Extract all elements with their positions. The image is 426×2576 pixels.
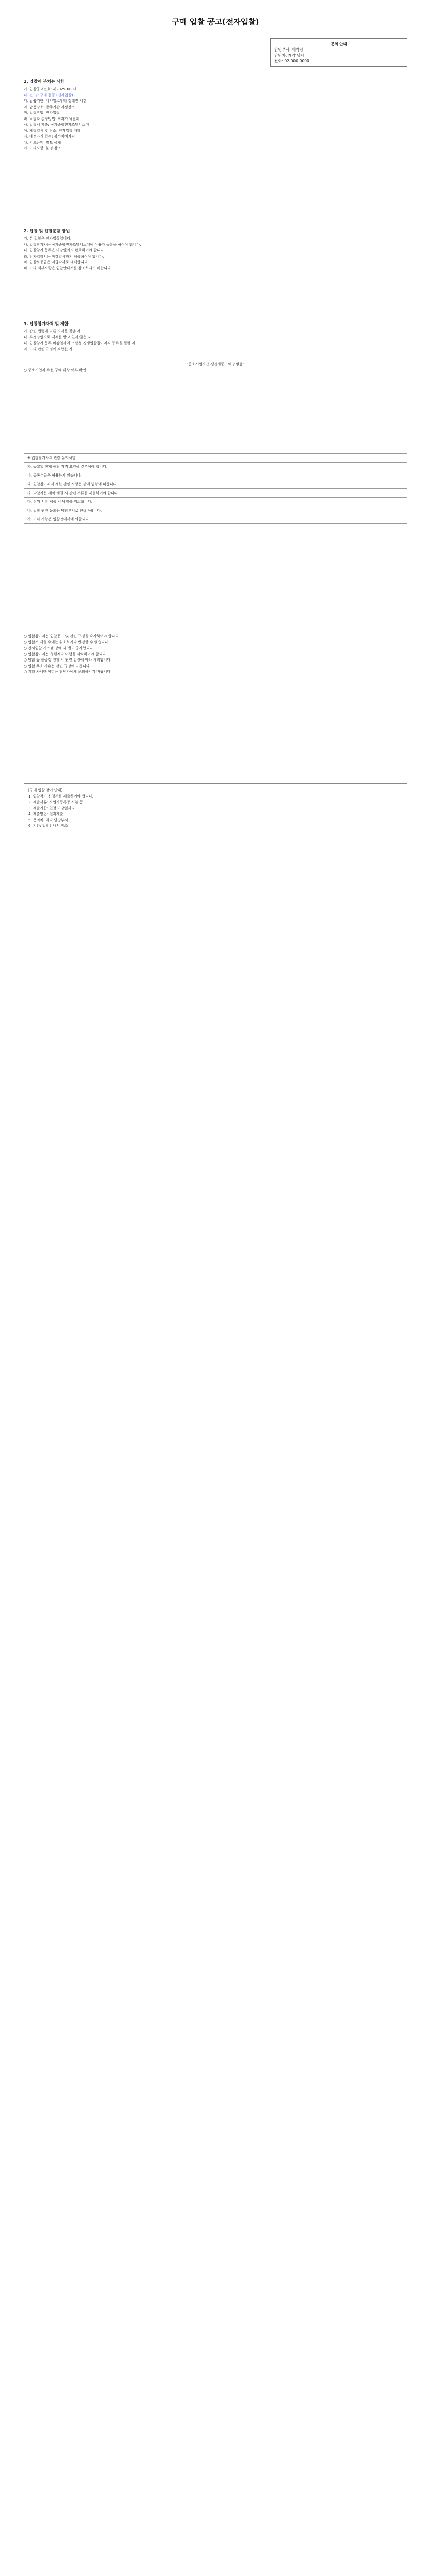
section-heading [24,999,407,1009]
text-line: ○ 기타 자세한 사항은 담당자에게 문의하시기 바랍니다. [24,670,112,674]
text-line: 가. 입찰공고번호: 제2025-000호 [24,87,77,91]
text-line: 나. 건 명: 구매 물품 (전자입찰) [24,93,73,97]
text-line: 5. 문의처: 계약 담당부서 [28,818,68,822]
text-line: 3. 제출기한: 입찰 마감일까지 [28,806,75,810]
section-13 [24,2205,407,2214]
text-line: 다. 납품기한: 계약일로부터 정해진 기간 [24,99,87,103]
section-heading [24,2329,407,2338]
section-heading [24,1443,407,1452]
section-heading: 1. 입찰에 부치는 사항 [24,79,64,84]
text-line: 카. 기타사항: 붙임 참조 [24,146,61,150]
contact-line: 담당부서: 계약팀 [274,47,303,52]
section-14 [24,2329,407,2338]
text-line: 차. 기초금액: 별도 공개 [24,140,61,145]
text-line: 아. 개찰일시 및 장소: 전자입찰 개찰 [24,128,81,133]
text-line: 바. 기타 세부사항은 입찰안내서를 참조하시기 바랍니다. [24,266,112,270]
section-heading [24,1937,407,1946]
table-cell: 바. 입찰 관련 문의는 담당부서로 연락바랍니다. [24,506,407,515]
text-line: 마. 입찰보증금은 지급각서로 대체합니다. [24,260,89,264]
text-line: [구매 입찰 참가 안내] [28,788,63,792]
section-4 [24,737,407,746]
page-title: 구매 입찰 공고(전자입찰) [172,17,259,26]
text-line: 라. 기타 관련 규정에 적합한 자 [24,347,73,351]
section-9 [24,1674,407,1684]
table-cell: 사. 기타 사항은 입찰안내서에 의합니다. [24,515,407,524]
text-line: ○ 입찰 무효 사유는 관련 규정에 따릅니다. [24,664,91,668]
text-line: 나. 입찰참가자는 국가종합전자조달시스템에 이용자 등록을 하여야 합니다. [24,242,141,247]
contact-line: 담당자: 계약 담당 [274,53,305,58]
section-heading [24,737,407,746]
notice-box [24,783,407,834]
table-cell: 나. 공동수급은 허용하지 않습니다. [24,471,407,480]
text-line: ○ 입찰참가자는 청렴계약 이행을 서약하여야 합니다. [24,652,107,656]
section-heading: 2. 입찰 및 입찰분담 방법 [24,229,70,233]
section-8 [24,1443,407,1452]
text-line: 가. 본 입찰은 전자입찰입니다. [24,236,72,241]
text-line: 나. 부정당업자로 제재를 받고 있지 않은 자 [24,335,91,340]
info-table [24,453,407,524]
section-12 [24,2081,407,2091]
section-11 [24,1937,407,1946]
table-cell: 가. 공고일 현재 해당 자격 요건을 갖추어야 합니다. [24,463,407,471]
section-5 [24,999,407,1009]
text-line: 사. 입찰서 제출: 국가종합전자조달시스템 [24,123,89,127]
text-line: ○ 입찰참가자는 입찰공고 및 관련 규정을 숙지하여야 합니다. [24,634,120,638]
notes [24,634,407,675]
section-heading [24,1247,407,1256]
text-line: ○ 입찰서 제출 후에는 취소하거나 변경할 수 없습니다. [24,640,109,645]
section-heading [24,1674,407,1684]
section-heading: 3. 입찰참가자격 및 제한 [24,321,69,326]
text-line: 라. 납품장소: 발주기관 지정장소 [24,105,75,109]
text-line: "중소기업자간 경쟁제품 : 해당 없음" [186,362,245,366]
contact-box [270,38,407,67]
section-1 [24,77,407,152]
section-heading [24,1803,407,1812]
section-3 [24,319,407,374]
text-line: 6. 기타: 입찰안내서 참조 [28,824,68,828]
text-line: 1. 입찰참가 신청서를 제출하여야 합니다. [28,794,93,799]
text-line: 마. 입찰방법: 전자입찰 [24,111,60,115]
info-table-box [24,453,407,524]
contact-heading: 문의 안내 [331,42,347,46]
text-line: 바. 낙찰자 결정방법: 최저가 낙찰제 [24,116,80,121]
text-line: ○ 전자입찰 시스템 장애 시 별도 공지합니다. [24,646,94,650]
procurement-box [24,783,407,834]
text-line: 2. 제출서류: 사업자등록증 사본 등 [28,800,83,804]
table-cell: 다. 입찰참가자격 제한 관련 사항은 관계 법령에 따릅니다. [24,480,407,489]
text-line: ○ 담합 등 불공정 행위 시 관련 법령에 따라 처리합니다. [24,658,112,662]
contact-line: 전화: 02-000-0000 [274,59,309,63]
section-heading [24,2081,407,2091]
text-line: 라. 전자입찰서는 마감일시까지 제출하여야 합니다. [24,254,104,259]
section-heading [24,2205,407,2214]
table-cell: ※ 입찰참가자격 관련 유의사항 [24,454,407,463]
text-line: 다. 입찰참가 등록은 마감일까지 완료하여야 합니다. [24,248,105,252]
table-cell: 마. 허위 서류 제출 시 낙찰을 취소합니다. [24,498,407,506]
text-line: 가. 관련 법령에 따른 자격을 갖춘 자 [24,329,81,333]
text-line: 4. 제출방법: 전자제출 [28,812,63,816]
text-line: ○ 중소기업자 우선 구매 대상 여부 확인 [24,368,86,372]
section-7 [24,1247,407,1256]
document [24,0,407,828]
section-10 [24,1803,407,1812]
table-cell: 라. 낙찰자는 계약 체결 시 관련 서류를 제출하여야 합니다. [24,489,407,498]
section-2 [24,227,407,272]
section-6 [24,1123,407,1132]
text-line: 다. 입찰참가 등록 마감일까지 조달청 경쟁입찰참가자격 등록을 필한 자 [24,341,136,345]
section-heading [24,1123,407,1132]
text-line: 자. 예정가격 결정: 복수예비가격 [24,134,75,139]
